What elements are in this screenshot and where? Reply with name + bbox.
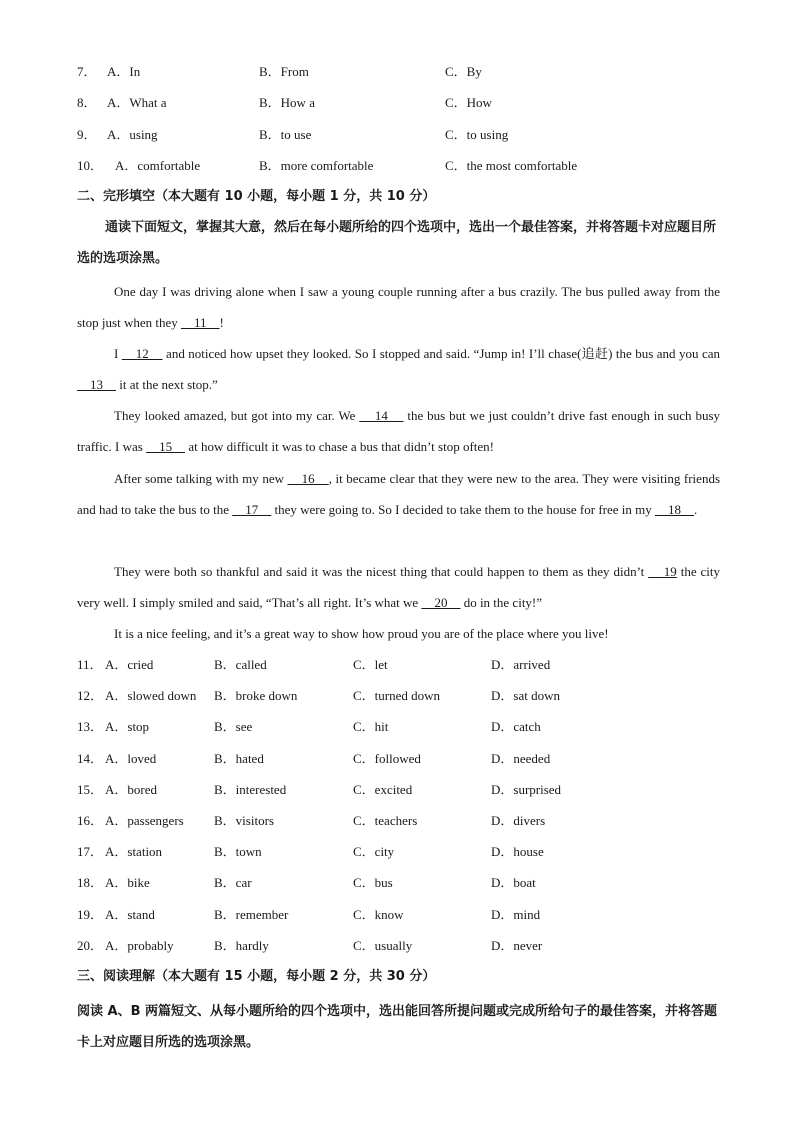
option-b: B．remember: [214, 907, 289, 922]
passage-paragraph: [77, 618, 720, 649]
passage-paragraph: [77, 556, 720, 618]
section-heading: 二、完形填空（本大题有 10 小题，每小题 1 分，共 10 分）: [77, 189, 436, 204]
option-d: D．divers: [491, 813, 546, 828]
option-c: C．to using: [445, 127, 509, 142]
option-d: D．needed: [491, 751, 551, 766]
question-row: [77, 93, 727, 113]
blank-18: 18: [655, 502, 695, 517]
question-number: 19．: [77, 907, 104, 922]
option-c: C．turned down: [353, 688, 441, 703]
blank-12: 12: [121, 346, 163, 361]
option-b: B．hated: [214, 751, 264, 766]
question-number: 16．: [77, 813, 104, 828]
option-row: [77, 655, 727, 675]
option-c: C．the most comfortable: [445, 158, 578, 173]
section-instruction: 阅读 A、B 两篇短文、从每小题所给的四个选项中，选出能回答所提问题或完成所给句子的最佳答案，并将答题卡上对应题目所选的选项涂黑。: [77, 1004, 718, 1050]
passage-text: After some talking with my new: [114, 471, 288, 486]
option-c: C．know: [353, 907, 404, 922]
option-b: B．visitors: [214, 813, 274, 828]
option-a: A．probably: [105, 938, 174, 953]
option-row: [77, 717, 727, 737]
option-c: C．followed: [353, 751, 421, 766]
option-c: C．city: [353, 844, 395, 859]
option-d: D．arrived: [491, 657, 551, 672]
blank-14: 14: [359, 408, 404, 423]
passage-text: they were going to. So I decided to take them to the house for free in my: [271, 502, 656, 517]
question-row: [77, 62, 727, 82]
passage-text: They looked amazed, but got into my car. We: [114, 408, 360, 423]
option-row: [77, 905, 727, 925]
blank-19: 19: [648, 564, 677, 579]
question-number: 8．: [77, 95, 97, 110]
question-number: 12．: [77, 688, 104, 703]
option-row: [77, 842, 727, 862]
option-a: A．stop: [105, 719, 150, 734]
passage-text: , it became clear that they were new to the area. They were visiting friends and had to take the bus to the: [77, 471, 720, 517]
option-a: A．comfortable: [115, 158, 201, 173]
option-d: D．surprised: [491, 782, 562, 797]
option-a: A．stand: [105, 907, 155, 922]
passage-text: at how difficult it was to chase a bus that didn’t stop often!: [185, 439, 494, 454]
option-d: D．sat down: [491, 688, 560, 703]
option-d: D．mind: [491, 907, 541, 922]
option-b: B．to use: [259, 127, 312, 142]
option-c: C．let: [353, 657, 388, 672]
option-b: B．interested: [214, 782, 287, 797]
question-row: [77, 156, 727, 176]
option-b: B．called: [214, 657, 267, 672]
option-a: A．using: [107, 127, 158, 142]
question-number: 17．: [77, 844, 104, 859]
passage-text: .: [694, 502, 698, 517]
option-a: A．slowed down: [105, 688, 197, 703]
option-c: C．How: [445, 95, 492, 110]
option-a: A．loved: [105, 751, 157, 766]
question-number: 18．: [77, 875, 104, 890]
option-row: [77, 749, 727, 769]
blank-16: 16: [287, 471, 329, 486]
option-a: A．bike: [105, 875, 150, 890]
option-row: [77, 686, 727, 706]
option-d: D．never: [491, 938, 543, 953]
blank-17: 17: [232, 502, 272, 517]
question-number: 20．: [77, 938, 104, 953]
option-row: [77, 811, 727, 831]
passage-text: !: [219, 315, 224, 330]
section-instruction: 通读下面短文，掌握其大意，然后在每小题所给的四个选项中，选出一个最佳答案，并将答题卡对应题目所选的选项涂黑。: [77, 220, 717, 266]
blank-20: 20: [421, 595, 461, 610]
option-c: C．teachers: [353, 813, 418, 828]
option-b: B．hardly: [214, 938, 269, 953]
passage-text: It is a nice feeling, and it’s a great way to show how proud you are of the place where you live!: [114, 626, 609, 641]
question-number: 7．: [77, 64, 97, 79]
blank-15: 15: [146, 439, 186, 454]
passage-text: One day I was driving alone when I saw a young couple running after a bus crazily. The bus pulled away from the stop just when they: [77, 284, 720, 330]
passage-paragraph: [77, 400, 720, 462]
option-a: A．What a: [107, 95, 167, 110]
passage-text: I: [114, 346, 122, 361]
option-b: B．From: [259, 64, 309, 79]
question-number: 14．: [77, 751, 104, 766]
passage-text: the city very well. I simply smiled and said, “That’s all right. It’s what we: [77, 564, 720, 610]
option-b: B．car: [214, 875, 252, 890]
blank-11: 11: [181, 315, 220, 330]
option-b: B．How a: [259, 95, 315, 110]
question-number: 13．: [77, 719, 104, 734]
passage-paragraph: [77, 276, 720, 338]
option-d: D．boat: [491, 875, 536, 890]
option-b: B．broke down: [214, 688, 298, 703]
passage-text: and noticed how upset they looked. So I stopped and said. “Jump in! I’ll chase(追赶) the bus and you can: [162, 346, 720, 361]
option-d: D．catch: [491, 719, 541, 734]
option-c: C．bus: [353, 875, 393, 890]
passage-paragraph: [77, 463, 720, 525]
question-number: 9．: [77, 127, 97, 142]
option-a: A．passengers: [105, 813, 184, 828]
option-b: B．see: [214, 719, 253, 734]
passage-text: do in the city!”: [460, 595, 543, 610]
option-b: B．more comfortable: [259, 158, 374, 173]
blank-13: 13: [77, 377, 116, 392]
question-row: [77, 125, 727, 145]
option-row: [77, 873, 727, 893]
option-row: [77, 780, 727, 800]
option-c: C．By: [445, 64, 482, 79]
option-a: A．bored: [105, 782, 157, 797]
passage-text: it at the next stop.”: [116, 377, 218, 392]
option-c: C．hit: [353, 719, 389, 734]
option-a: A．cried: [105, 657, 154, 672]
option-a: A．station: [105, 844, 163, 859]
passage-text: They were both so thankful and said it was the nicest thing that could happen to them as they didn’t: [114, 564, 649, 579]
section-heading: 三、阅读理解（本大题有 15 小题，每小题 2 分，共 30 分）: [77, 969, 436, 984]
option-a: A．In: [107, 64, 141, 79]
question-number: 15．: [77, 782, 104, 797]
option-d: D．house: [491, 844, 544, 859]
question-number: 11．: [77, 657, 103, 672]
question-number: 10．: [77, 158, 104, 173]
passage-paragraph: [77, 338, 720, 400]
option-row: [77, 936, 727, 956]
option-c: C．excited: [353, 782, 413, 797]
option-b: B．town: [214, 844, 262, 859]
passage-text: the bus but we just couldn’t drive fast enough in such busy traffic. I was: [77, 408, 720, 454]
option-c: C．usually: [353, 938, 413, 953]
